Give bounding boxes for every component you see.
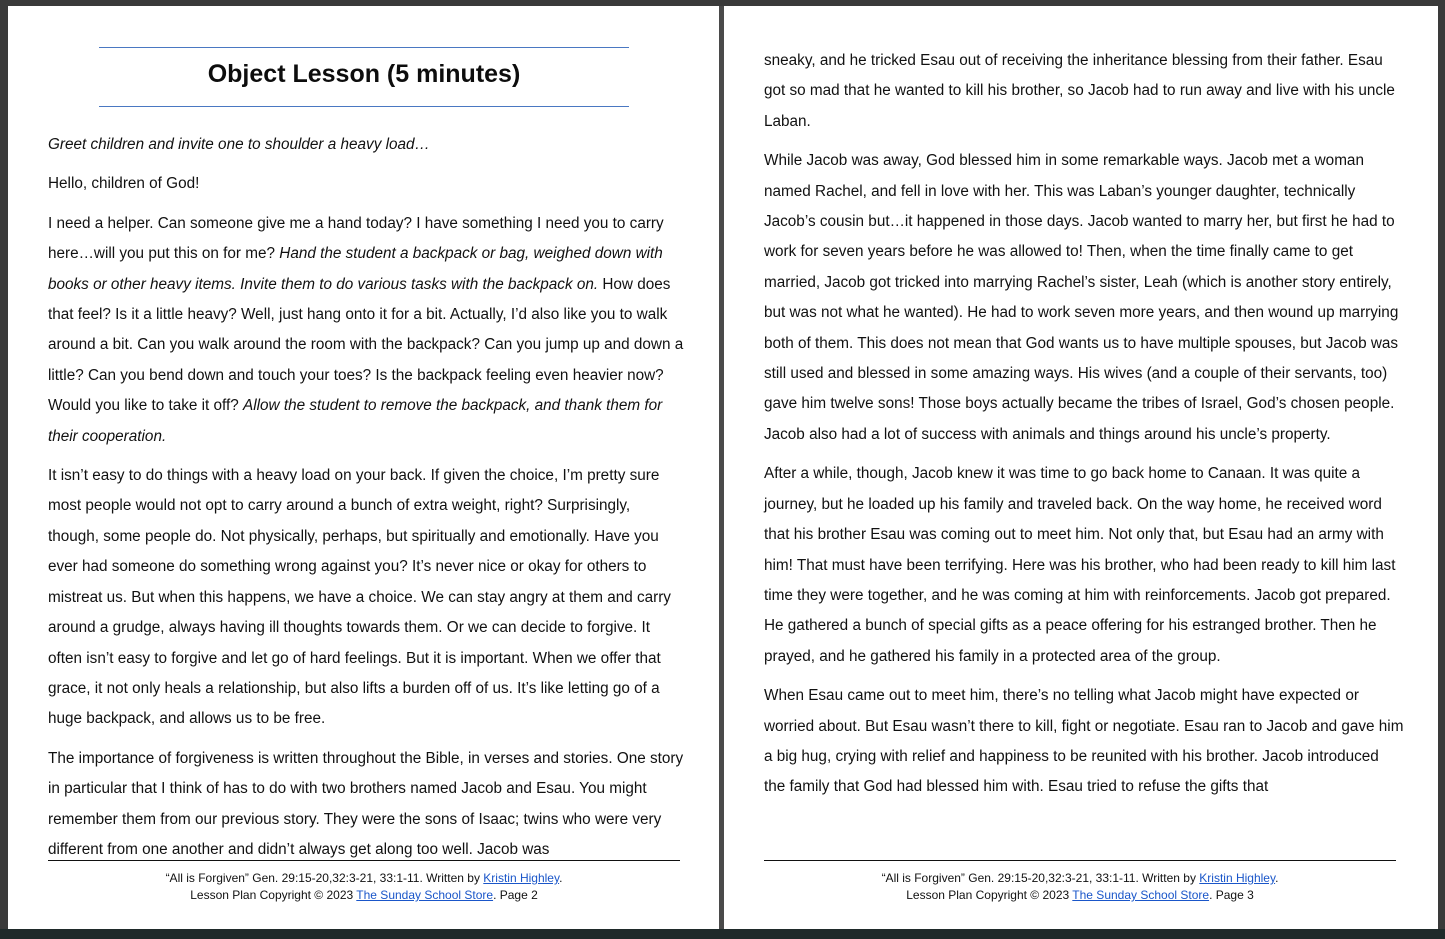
paragraph bbox=[48, 130, 684, 160]
store-link[interactable]: The Sunday School Store bbox=[356, 888, 494, 902]
page-3-body bbox=[764, 46, 1404, 812]
footer-line-1 bbox=[48, 870, 680, 887]
footer-citation: “All is Forgiven” Gen. 29:15-20,32:3-21, 33:1-11. Written by bbox=[881, 871, 1200, 885]
stage-direction: Allow the student to remove the backpack, and thank them for their cooperation. bbox=[48, 397, 663, 445]
stage-direction: Greet children and invite one to shoulder a heavy load… bbox=[48, 136, 430, 153]
store-link[interactable]: The Sunday School Store bbox=[1072, 888, 1210, 902]
title-top-rule bbox=[99, 47, 629, 48]
stage-direction: Hand the student a backpack or bag, weighed down with books or other heavy items. Invite them to do various tasks with the backpack on. bbox=[48, 245, 663, 293]
page-title: Object Lesson (5 minutes) bbox=[207, 60, 521, 88]
footer-line-2 bbox=[48, 887, 680, 904]
footer-copyright: Lesson Plan Copyright © 2023 bbox=[906, 888, 1073, 902]
footer-line-2 bbox=[764, 887, 1396, 904]
paragraph: After a while, though, Jacob knew it was time to go back home to Canaan. It was quite a journey, but he loaded up his family and traveled back. On the way home, he received word that his brother Esau was coming out to meet him. Not only that, but Esau had an army with him! That must have been terrifying. Here was his brother, who had been ready to kill him last time they were together, and he was coming at him with reinforcements. Jacob got prepared. He gathered a bunch of special gifts as a peace offering for his estranged brother. Then he prayed, and he gathered his family in a protected area of the group. bbox=[764, 465, 1396, 665]
footer-punctuation: . bbox=[559, 871, 563, 885]
page-footer bbox=[764, 870, 1396, 904]
page-3 bbox=[724, 6, 1438, 929]
footer-punctuation: . bbox=[1275, 871, 1279, 885]
paragraph: The importance of forgiveness is written throughout the Bible, in verses and stories. One story in particular that I think of has to do with two brothers named Jacob and Esau. You might remember them from our previous story. They were the sons of Isaac; twins who were very different from one another and didn’t always get along too well. Jacob was bbox=[48, 749, 684, 858]
viewer-bottom-bar bbox=[0, 929, 1445, 939]
author-link[interactable]: Kristin Highley bbox=[1199, 871, 1276, 885]
text-run: I need a helper. Can someone give me a hand today? I have something I need you to carry here…will you put this on for me? bbox=[48, 214, 664, 263]
paragraph: It isn’t easy to do things with a heavy load on your back. If given the choice, I’m pretty sure most people would not opt to carry around a bunch of extra weight, right? Surprisingly, though, some people do. Not physically, perhaps, but spiritually and emotionally. Have you ever had someone do something wrong against you? It’s never nice or okay for others to mistreat us. But when this happens, we have a choice. We can stay angry at them and carry around a grudge, always having ill thoughts towards them. Or we can decide to forgive. It often isn’t easy to forgive and let go of hard feelings. But it is important. When we offer that grace, it not only heals a relationship, but also lifts a burden off of us. It’s like letting go of a huge backpack, and allows us to be free. bbox=[48, 467, 671, 728]
text-run: How does that feel? Is it a little heavy? Well, just hang onto it for a bit. Actually, I’d also like you to walk around a bit. Can you walk around the room with the backpack? Can you jump up and down a little? Can you bend down and touch your toes? Is the backpack feeling even heavier now? Would you like to take it off? bbox=[48, 275, 684, 415]
paragraph: While Jacob was away, God blessed him in some remarkable ways. Jacob met a woman named Rachel, and fell in love with her. This was Laban’s younger daughter, technically Jacob’s cousin but…it happened in those days. Jacob wanted to marry her, but first he had to work for seven years before he was allowed to! Then, when the time finally came to get married, Jacob got tricked into marrying Rachel’s sister, Leah (which is another story entirely, but was not what he wanted). He had to work seven more years, and then wound up marrying both of them. This does not mean that God wants us to have multiple spouses, but Jacob was still used and blessed in some amazing ways. His wives (and a couple of their servants, too) gave him twelve sons! Those boys actually became the tribes of Israel, God’s chosen people. Jacob also had a lot of success with animals and things around his uncle’s property. bbox=[764, 152, 1399, 443]
page-number: . Page 2 bbox=[493, 888, 538, 902]
title-bottom-rule bbox=[99, 106, 629, 107]
page-footer bbox=[48, 870, 680, 904]
footer-rule bbox=[48, 860, 680, 861]
footer-rule bbox=[764, 860, 1396, 861]
paragraph: sneaky, and he tricked Esau out of receiving the inheritance blessing from their father. Esau got so mad that he wanted to kill his brother, so Jacob had to run away and live with his uncle Laban. bbox=[764, 52, 1395, 130]
page-2 bbox=[8, 6, 719, 929]
footer-line-1 bbox=[764, 870, 1396, 887]
paragraph bbox=[48, 209, 684, 452]
paragraph: Hello, children of God! bbox=[48, 175, 200, 193]
paragraph: When Esau came out to meet him, there’s no telling what Jacob might have expected or worried about. But Esau wasn’t there to kill, fight or negotiate. Esau ran to Jacob and gave him a big hug, crying with relief and happiness to be reunited with his brother. Jacob introduced the family that God had blessed him with. Esau tried to refuse the gifts that bbox=[764, 687, 1404, 796]
page-2-body bbox=[48, 130, 684, 874]
footer-copyright: Lesson Plan Copyright © 2023 bbox=[190, 888, 357, 902]
author-link[interactable]: Kristin Highley bbox=[483, 871, 560, 885]
footer-citation: “All is Forgiven” Gen. 29:15-20,32:3-21, 33:1-11. Written by bbox=[165, 871, 484, 885]
page-number: . Page 3 bbox=[1209, 888, 1254, 902]
